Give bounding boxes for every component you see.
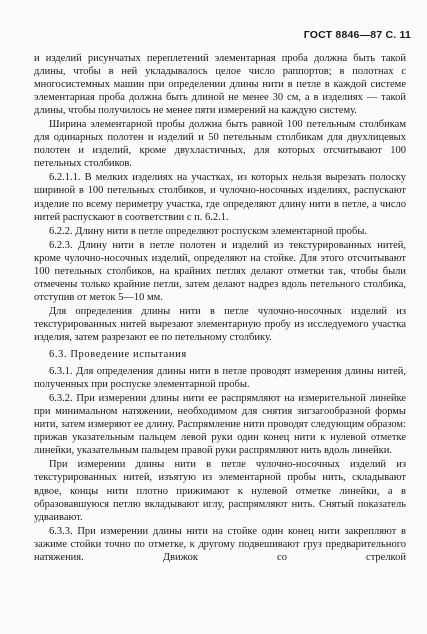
page-header: ГОСТ 8846—87 С. 11 bbox=[303, 29, 411, 41]
paragraph-6-3-2: 6.3.2. При измерении длины нити ее распрямляют на измерительной линейке при минимальном натяжении, необходимом для снятия зигзагообразной формы нити, затем измеряют ее длину. Распрямление нити проводят следующим образом: прижав указательным пальцем левой руки один конец нити к нулевой отметке линейки, указательным пальцем правой руки распрямляют нить вдоль линейки. bbox=[34, 393, 406, 457]
paragraph-hosiery-textured: Для определения длины нити в петле чулочно-носочных изделий из текстурированных нитей вырезают элементарную пробу из исследуемого участка изделия, затем разрезают ее по петельному столбику. bbox=[34, 305, 406, 343]
paragraph-6-3-3: 6.3.3. При измерении длины нити на стойке один конец нити закрепляют в зажиме стойки точно по отметке, к другому подвешивают груз предварительного натяжения. Движок со стрелкой bbox=[34, 525, 406, 563]
paragraph-6-2-3: 6.2.3. Длину нити в петле полотен и изделий из текстурированных нитей, кроме чулочно-носочных изделий, определяют на стойке. Для этого отсчитывают 100 петельных столбиков, на крайних петлях делают отметки так, чтобы были отмечены только крайние петли, затем делают надрез вдоль петельного столбика, отступив от меток 5—10 мм. bbox=[34, 239, 406, 303]
paragraph-6-3-1: 6.3.1. Для определения длины нити в петле проводят измерения длины нитей, полученных при роспуске элементарной пробы. bbox=[34, 366, 406, 391]
paragraph-6-2-2: 6.2.2. Длину нити в петле определяют роспуском элементарной пробы. bbox=[49, 225, 368, 237]
paragraph-continuation: и изделий рисунчатых переплетений элементарная проба должна быть такой длины, чтобы в ней укладывалось целое число раппортов; в полотнах с многосистемных машин при определении длины нити в петле в каждой системе элементарная проба должна быть длиной не менее 30 см, а в изделиях — такой длины, чтобы получилось не менее пяти измерений на каждую систему. bbox=[34, 53, 406, 117]
paragraph-6-2-1-1: 6.2.1.1. В мелких изделиях на участках, из которых нельзя вырезать полоску шириной в 100 петельных столбиков, и чулочно-носочных изделиях, распускают изделие по всему периметру участка, где определяют длину нити в петле, а число нитей распускают в соответствии с п. 6.2.1. bbox=[34, 172, 406, 223]
paragraph-sample-width: Ширина элементарной пробы должна быть равной 100 петельным столбикам для одинарных полотен и изделий и 50 петельным столбикам для двухлицевых полотен и изделий, кроме двухластичных, для которых отсчитывают 100 петельных столбиков. bbox=[34, 119, 406, 170]
paragraph-hosiery-measure: При измерении длины нити в петле чулочно-носочных изделий из текстурированных нитей, изъятую из элементарной пробы нить, складывают вдвое, концы нити плотно прижимают к нулевой отметке линейки, а в образовавшуюся петлю вкладывают иглу, распрямляют нить. Снятый показатель удваивают. bbox=[34, 459, 406, 523]
page-body bbox=[34, 52, 406, 564]
section-heading-6-3: 6.3. Проведение испытания bbox=[49, 349, 187, 361]
